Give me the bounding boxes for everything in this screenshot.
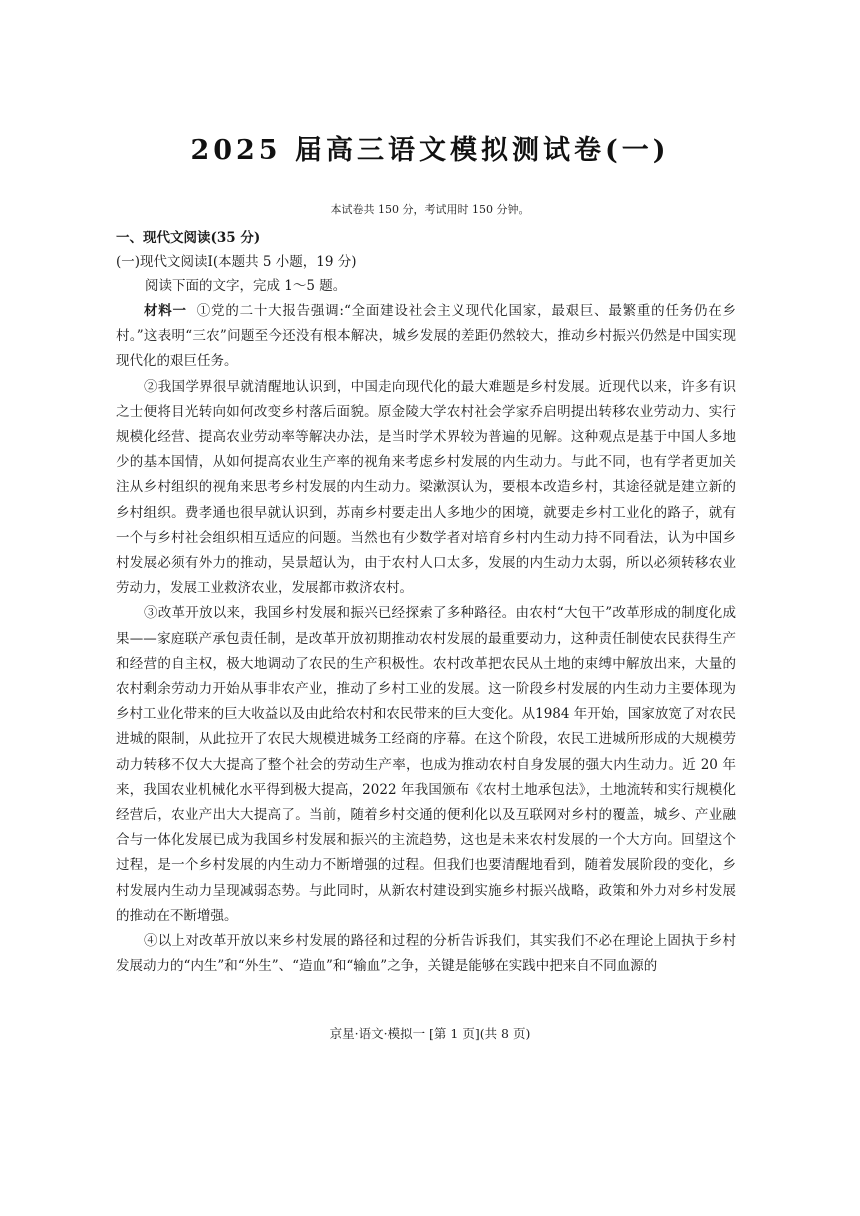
passage-body <box>116 299 736 979</box>
reading-instruction: 阅读下面的文字，完成 1～5 题。 <box>145 278 347 294</box>
exam-note: 本试卷共 150 分，考试用时 150 分钟。 <box>330 203 530 216</box>
paragraph-1-text: ①党的二十大报告强调:“全面建设社会主义现代化国家，最艰巨、最繁重的任务仍在乡村。”这表明“三农”问题至今还没有根本解决，城乡发展的差距仍然较大，推动乡村振兴仍然是中国实现现代化的艰巨任务。 <box>116 303 737 370</box>
page-footer: 京星·语文·模拟一 [第 1 页](共 8 页) <box>329 1026 531 1041</box>
section-heading: 一、现代文阅读(35 分) <box>116 230 261 246</box>
paragraph-2: ②我国学界很早就清醒地认识到，中国走向现代化的最大难题是乡村发展。近现代以来，许多有识之士便将目光转向如何改变乡村落后面貌。原金陵大学农村社会学家乔启明提出转移农业劳动力、实行规模化经营、提高农业劳动率等解决办法，是当时学术界较为普遍的见解。这种观点是基于中国人多地少的基本国情，从如何提高农业生产率的视角来考虑乡村发展的内生动力。与此不同，也有学者更加关注从乡村组织的视角来思考乡村发展的内生动力。梁漱溟认为，要根本改造乡村，其途径就是建立新的乡村组织。费孝通也很早就认识到，苏南乡村要走出人多地少的困境，就要走乡村工业化的路子，就有一个与乡村社会组织相互适应的问题。当然也有少数学者对培育乡村内生动力持不同看法，认为中国乡村发展必须有外力的推动，吴景超认为，由于农村人口太多，发展的内生动力太弱，所以必须转移农业劳动力，发展工业救济农业，发展都市救济农村。 <box>116 378 736 597</box>
paragraph-4: ④以上对改革开放以来乡村发展的路径和过程的分析告诉我们，其实我们不必在理论上固执于乡村发展动力的“内生”和“外生”、“造血”和“输血”之争，关键是能够在实践中把来自不同血源的 <box>116 933 736 975</box>
paragraph-1 <box>116 299 736 375</box>
subsection-heading: (一)现代文阅读Ⅰ(本题共 5 小题，19 分) <box>116 254 357 270</box>
exam-title: 2025 届高三语文模拟测试卷(一) <box>190 135 670 166</box>
material-label: 材料一 <box>144 303 187 319</box>
paragraph-3: ③改革开放以来，我国乡村发展和振兴已经探索了多种路径。由农村“大包干”改革形成的制度化成果——家庭联产承包责任制，是改革开放初期推动农村发展的最重要动力，这种责任制使农民获得生产和经营的自主权，极大地调动了农民的生产积极性。农村改革把农民从土地的束缚中解放出来，大量的农村剩余劳动力开始从事非农产业，推动了乡村工业的发展。这一阶段乡村发展的内生动力主要体现为乡村工业化带来的巨大收益以及由此给农村和农民带来的巨大变化。从1984 年开始，国家放宽了对农民进城的限制，从此拉开了农民大规模进城务工经商的序幕。在这个阶段，农民工进城所形成的大规模劳动力转移不仅大大提高了整个社会的劳动生产率，也成为推动农村自身发展的强大内生动力。近 20 年来，我国农业机械化水平得到极大提高，2022 年我国颁布《农村土地承包法》，土地流转和实行规模化经营后，农业产出大大提高了。当前，随着乡村交通的便利化以及互联网对乡村的覆盖，城乡、产业融合与一体化发展已成为我国乡村发展和振兴的主流趋势，这也是未来农村发展的一个大方向。回望这个过程，是一个乡村发展的内生动力不断增强的过程。但我们也要清醒地看到，随着发展阶段的变化，乡村发展内生动力呈现减弱态势。与此同时，从新农村建设到实施乡村振兴战略，政策和外力对乡村发展的推动在不断增强。 <box>116 605 736 924</box>
